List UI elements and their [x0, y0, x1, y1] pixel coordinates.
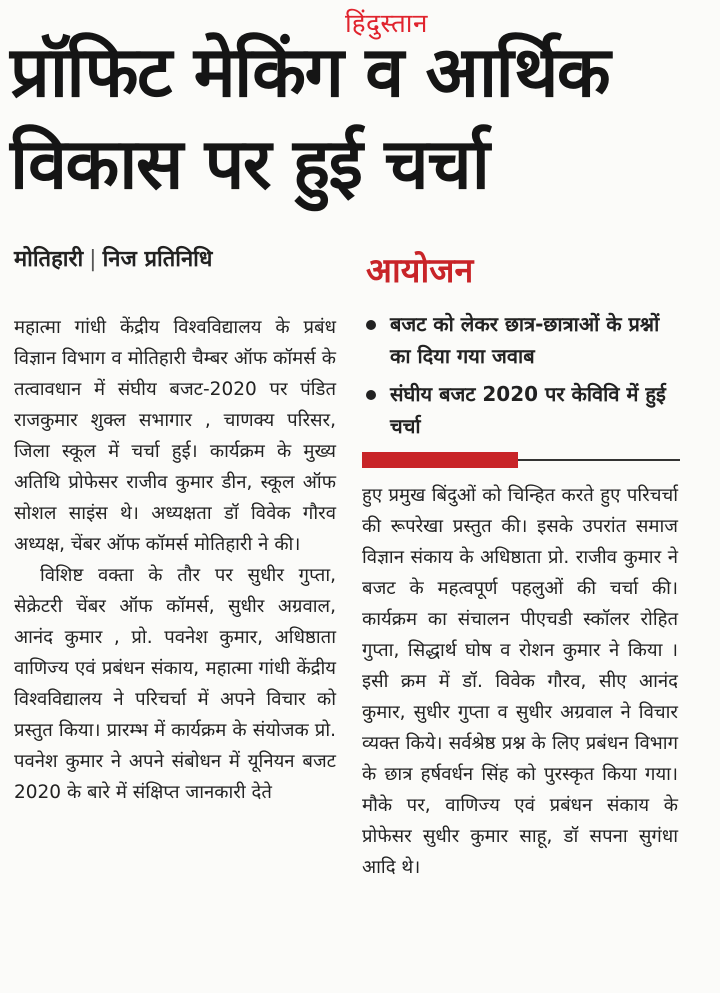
bullet-icon: [366, 320, 376, 330]
article-paragraph: हुए प्रमुख बिंदुओं को चिन्हित करते हुए परिचर्चा की रूपरेखा प्रस्तुत की। इसके उपरांत समाज विज्ञान संकाय के अधिष्ठाता प्रो. राजीव कुमार ने बजट के महत्वपूर्ण पहलुओं की चर्चा की। कार्यक्रम का संचालन पीएचडी स्कॉलर रोहित गुप्ता, सिद्धार्थ घोष व रोशन कुमार ने किया । इसी क्रम में डॉ. विवेक गौरव, सीए आनंद कुमार, सुधीर गुप्ता व सुधीर अग्रवाल ने विचार व्यक्त किये। सर्वश्रेष्ठ प्रश्न के लिए प्रबंधन विभाग के छात्र हर्षवर्धन सिंह को पुरस्कृत किया गया। मौके पर, वाणिज्य एवं प्रबंधन संकाय के प्रोफेसर सुधीर कुमार साहू, डॉ सपना सुगंधा आदि थे।: [362, 485, 678, 878]
section-rule-accent: [362, 452, 518, 468]
byline-separator: |: [89, 247, 97, 272]
article-column-left: [14, 312, 336, 808]
publication-logo: हिंदुस्तान: [345, 9, 428, 39]
headline: प्रॉफिट मेकिंग व आर्थिक विकास पर हुई चर्चा: [10, 31, 610, 205]
article-column-right: [362, 480, 678, 883]
aside-title: आयोजन: [366, 251, 474, 291]
article-paragraph: महात्मा गांधी केंद्रीय विश्वविद्यालय के प्रबंध विज्ञान विभाग व मोतिहारी चैम्बर ऑफ कॉमर्स के तत्वावधान में संघीय बजट-2020 पर पंडित राजकुमार शुक्ल सभागार , चाणक्य परिसर, जिला स्कूल में चर्चा हुई। कार्यक्रम के मुख्य अतिथि प्रोफेसर राजीव कुमार डीन, स्कूल ऑफ सोशल साइंस थे। अध्यक्षता डॉ विवेक गौरव अध्यक्ष, चेंबर ऑफ कॉमर्स मोतिहारी ने की।: [14, 317, 336, 555]
bullet-icon: [366, 390, 376, 400]
aside-highlights: [362, 308, 682, 448]
aside-point-text: संघीय बजट 2020 पर केविवि में हुई चर्चा: [390, 382, 666, 438]
aside-point-text: बजट को लेकर छात्र-छात्राओं के प्रश्नों का दिया गया जवाब: [390, 312, 660, 368]
aside-point: [362, 378, 682, 442]
aside-point: [362, 308, 682, 372]
article-paragraph: विशिष्ट वक्ता के तौर पर सुधीर गुप्ता, सेक्रेटरी चेंबर ऑफ कॉमर्स, सुधीर अग्रवाल, आनंद कुमार , प्रो. पवनेश कुमार, अधिष्ठाता वाणिज्य एवं प्रबंधन संकाय, महात्मा गांधी केंद्रीय विश्वविद्यालय ने परिचर्चा में अपने विचार को प्रस्तुत किया। प्रारम्भ में कार्यक्रम के संयोजक प्रो. पवनेश कुमार ने अपने संबोधन में यूनियन बजट 2020 के बारे में संक्षिप्त जानकारी देते: [14, 565, 336, 803]
byline-place: मोतिहारी: [14, 247, 84, 272]
section-rule: [518, 459, 680, 461]
byline-author: निज प्रतिनिधि: [102, 247, 213, 272]
byline: [14, 243, 212, 273]
